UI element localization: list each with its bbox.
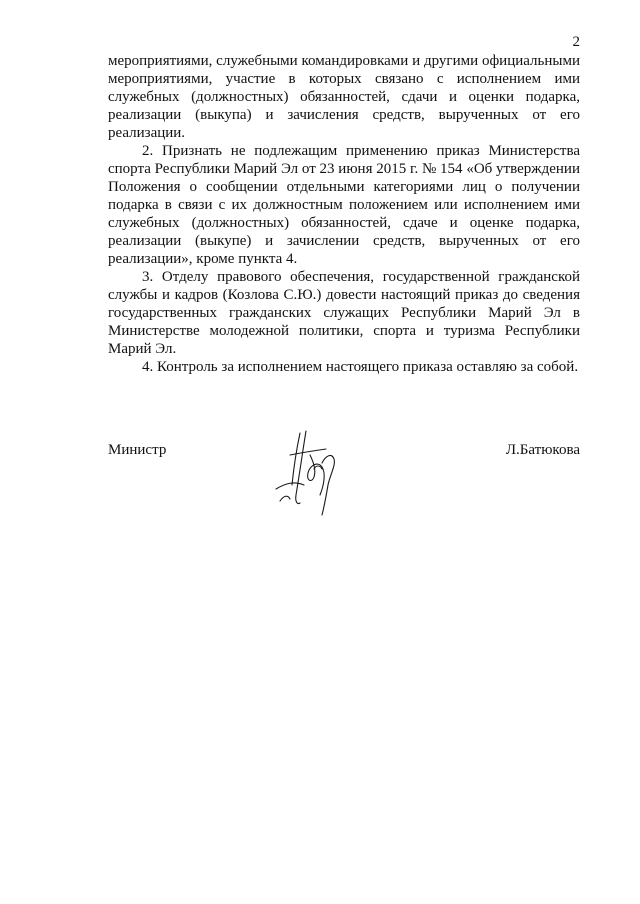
paragraph-continuation: мероприятиями, служебными командировками и другими официальными мероприятиями, участие в которых связано с исполнением ими служебных (должностных) обязанностей, сдачи и оценки подарка, реализации (выкупа) и зачисления средств, вырученных от его реализации. [108, 53, 580, 141]
paragraph-item-4: 4. Контроль за исполнением настоящего приказа оставляю за собой. [142, 359, 579, 375]
paragraph-item-2: 2. Признать не подлежащим применению приказ Министерства спорта Республики Марий Эл от 23 июня 2015 г. № 154 «Об утверждении Положения о сообщении отдельными категориями лиц о получении подарка в связи с их должностным положением или исполнением ими служебных (должностных) обязанностей, сдаче и оценке подарка, реализации (выкупе) и зачислении средств, вырученных от его реализации», кроме пункта 4. [108, 143, 580, 267]
signatory-name: Л.Батюкова [505, 442, 580, 458]
page-number: 2 [572, 34, 580, 50]
signatory-position: Министр [108, 442, 167, 458]
handwritten-signature [270, 425, 350, 520]
document-body [108, 52, 580, 376]
paragraph-item-3: 3. Отделу правового обеспечения, государственной гражданской службы и кадров (Козлова С.Ю.) довести настоящий приказ до сведения государственных гражданских служащих Республики Марий Эл в Министерстве молодежной политики, спорта и туризма Республики Марий Эл. [108, 269, 580, 357]
